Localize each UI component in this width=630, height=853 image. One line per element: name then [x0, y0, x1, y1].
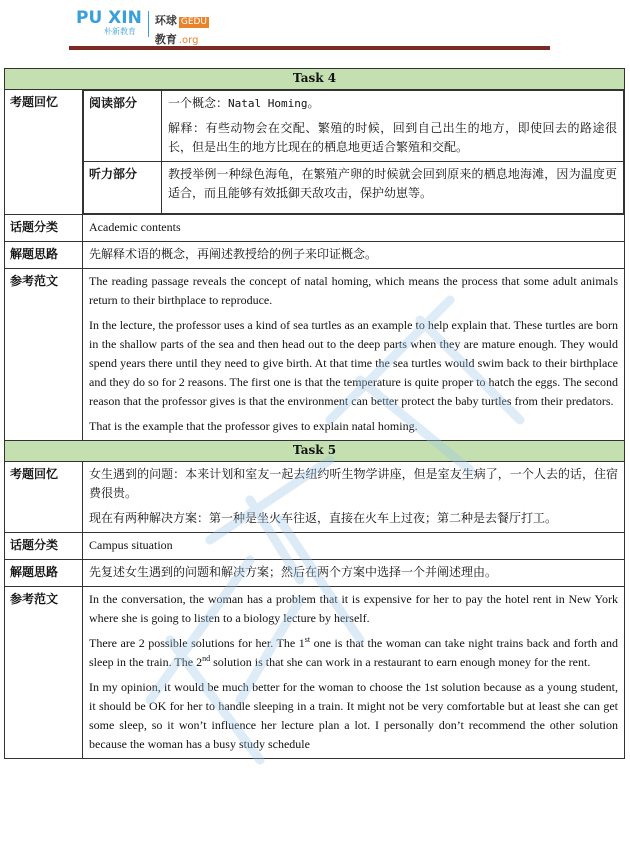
reading-concept-suffix: 。 [307, 96, 320, 110]
brand-cn-2: 教育 [154, 33, 177, 46]
task4-sample-p3: That is the example that the professor gives to explain natal homing. [89, 419, 418, 433]
brand-org: .org [178, 35, 199, 46]
task5-approach-label: 解题思路 [5, 560, 83, 587]
task4-topic-label: 话题分类 [5, 215, 83, 242]
task5-sample-label: 参考范文 [5, 587, 83, 759]
task5-sample-p1: In the conversation, the woman has a problem that it is expensive for her to pay the hotel rent in New York where she is going to listen to a biology lecture by herself. [89, 592, 618, 625]
reading-concept-prefix: 一个概念： [168, 96, 229, 110]
task4-recall-label: 考题回忆 [5, 90, 83, 215]
brand-badge: GEDU [180, 17, 208, 27]
reading-explain: 解释：有些动物会在交配、繁殖的时候，回到自己出生的地方，即使回去的路途很长，但是出生的地方比现在的栖息地更适合繁殖和交配。 [168, 121, 617, 154]
task4-approach-label: 解题思路 [5, 242, 83, 269]
task5-topic-value: Campus situation [83, 533, 625, 560]
task5-approach-value: 先复述女生遇到的问题和解决方案；然后在两个方案中选择一个并阐述理由。 [83, 560, 625, 587]
task4-title: Task 4 [5, 69, 625, 90]
listening-label: 听力部分 [84, 162, 162, 214]
task5-title: Task 5 [5, 441, 625, 462]
logo-divider [148, 11, 149, 37]
task5-recall-row [5, 462, 625, 533]
task5-recall-label: 考题回忆 [5, 462, 83, 533]
header-rule [69, 46, 550, 50]
task4-sample-p2: In the lecture, the professor uses a kind of sea turtles as an example to help explain that. These turtles are born in the shallow parts of the sea and then head out to the deep parts when they are mature enough. They would spend years there until they need to give birth. At that time the sea turtles would swim back to their birthplace and they do so for 2 reasons. The first one is that the temperature is quite proper to hatch the eggs. The second reason that the professor gives is that the environment can better protect the baby turtles from their predators. [89, 318, 618, 408]
task4-topic-value: Academic contents [83, 215, 625, 242]
task5-header-row [5, 441, 625, 462]
ordinal-sup-1: st [304, 635, 311, 644]
task5-topic-row [5, 533, 625, 560]
listening-text: 教授举例一种绿色海龟，在繁殖产卵的时候就会回到原来的栖息地海滩，因为温度更适合，而且能够有效抵御天敌攻击，保护幼崽等。 [162, 162, 624, 214]
ordinal-sup-2: nd [202, 654, 211, 663]
task5-recall-p2: 现在有两种解决方案：第一种是坐火车往返，直接在火车上过夜；第二种是去餐厅打工。 [89, 511, 558, 525]
task5-sample-p2 [89, 634, 618, 672]
task5-sample-p3: In my opinion, it would be much better for the woman to choose the 1st solution because as a young student, it should be OK for her to handle sleeping in a train. It might not be very comfortable but at least she can get some sleep, so it won’t influence her lecture plan a lot. I personally don’t recommend the other solution because the woman has a busy study schedule [89, 680, 618, 751]
task5-sample-p2-b: one is that the woman can take night trains back and forth and sleep in the train. The 2 [89, 636, 618, 669]
task5-approach-row [5, 560, 625, 587]
task5-topic-label: 话题分类 [5, 533, 83, 560]
page-header [0, 0, 630, 60]
task5-recall-p1: 女生遇到的问题：本来计划和室友一起去纽约听生物学讲座，但是室友生病了，一个人去的话，住宿费很贵。 [89, 467, 618, 500]
task4-sample-p1: The reading passage reveals the concept of natal homing, which means the process that some adult animals return to their birthplace to reproduce. [89, 274, 618, 307]
logo-text: PU XIN [76, 8, 142, 28]
task4-approach-row [5, 242, 625, 269]
task4-topic-row [5, 215, 625, 242]
task4-recall-row [5, 90, 625, 215]
brand-cn-1: 环球 [154, 14, 177, 27]
task4-approach-value: 先解释术语的概念，再阐述教授给的例子来印证概念。 [83, 242, 625, 269]
task4-recall-inner [83, 90, 624, 214]
task4-sample-label: 参考范文 [5, 269, 83, 441]
puxin-logo [76, 9, 209, 47]
task4-header-row [5, 69, 625, 90]
task-table [4, 68, 625, 759]
reading-cell [162, 91, 624, 162]
task5-sample-row [5, 587, 625, 759]
reading-label: 阅读部分 [84, 91, 162, 162]
task5-sample-text [83, 587, 625, 759]
task5-sample-p2-a: There are 2 possible solutions for her. The 1 [89, 636, 305, 650]
task4-sample-text [83, 269, 625, 441]
task5-sample-p2-c: solution is that she can work in a restaurant to earn enough money for the rent. [210, 655, 591, 669]
reading-concept-term: Natal Homing [228, 97, 308, 110]
task4-sample-row [5, 269, 625, 441]
task5-recall-text [83, 462, 625, 533]
logo-subtext: 朴新教育 [104, 27, 136, 36]
